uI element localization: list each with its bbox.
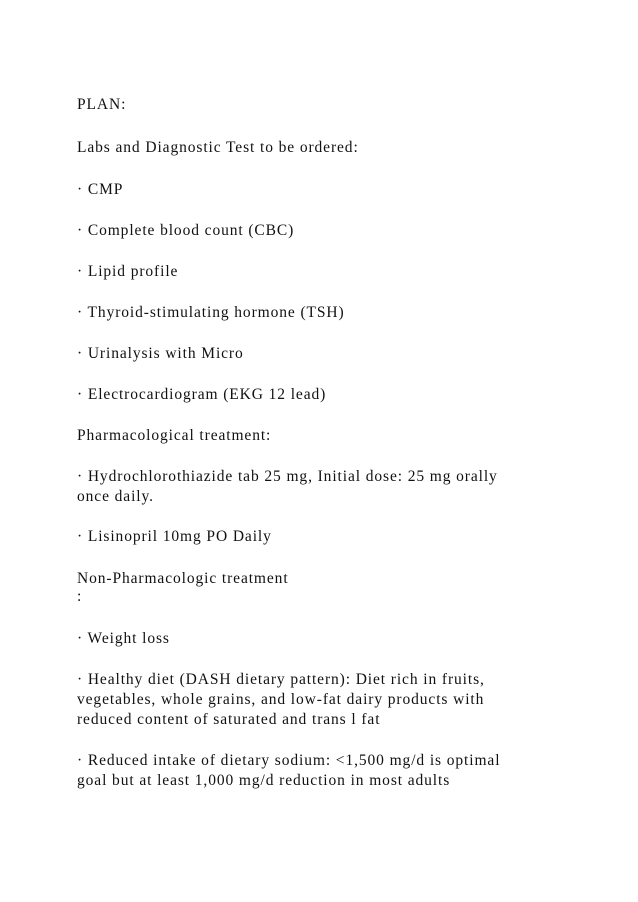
nonpharm-heading-line2: : <box>77 588 83 605</box>
nonpharm-item-sodium-line1: · Reduced intake of dietary sodium: <1,500 mg/d is optimal <box>77 752 501 769</box>
lab-item-cbc: · Complete blood count (CBC) <box>77 222 295 239</box>
labs-heading: Labs and Diagnostic Test to be ordered: <box>77 139 359 156</box>
plan-heading: PLAN: <box>77 96 127 113</box>
pharm-item-hctz-line2: once daily. <box>77 488 154 505</box>
nonpharm-item-dash-line2: vegetables, whole grains, and low-fat dairy products with <box>77 691 485 708</box>
lab-item-cmp: · CMP <box>77 181 124 198</box>
pharm-item-lisinopril: · Lisinopril 10mg PO Daily <box>77 528 272 545</box>
nonpharm-heading-line1: Non-Pharmacologic treatment <box>77 570 289 587</box>
lab-item-tsh: · Thyroid-stimulating hormone (TSH) <box>77 304 345 321</box>
pharm-heading: Pharmacological treatment: <box>77 427 272 444</box>
lab-item-ekg: · Electrocardiogram (EKG 12 lead) <box>77 386 327 403</box>
pharm-item-hctz-line1: · Hydrochlorothiazide tab 25 mg, Initial dose: 25 mg orally <box>77 468 498 485</box>
nonpharm-item-sodium-line2: goal but at least 1,000 mg/d reduction in most adults <box>77 772 451 789</box>
lab-item-urinalysis: · Urinalysis with Micro <box>77 345 244 362</box>
nonpharm-item-dash-line1: · Healthy diet (DASH dietary pattern): Diet rich in fruits, <box>77 671 485 688</box>
nonpharm-item-weight-loss: · Weight loss <box>77 630 170 647</box>
nonpharm-item-dash-line3: reduced content of saturated and trans l fat <box>77 711 381 728</box>
lab-item-lipid-profile: · Lipid profile <box>77 263 179 280</box>
